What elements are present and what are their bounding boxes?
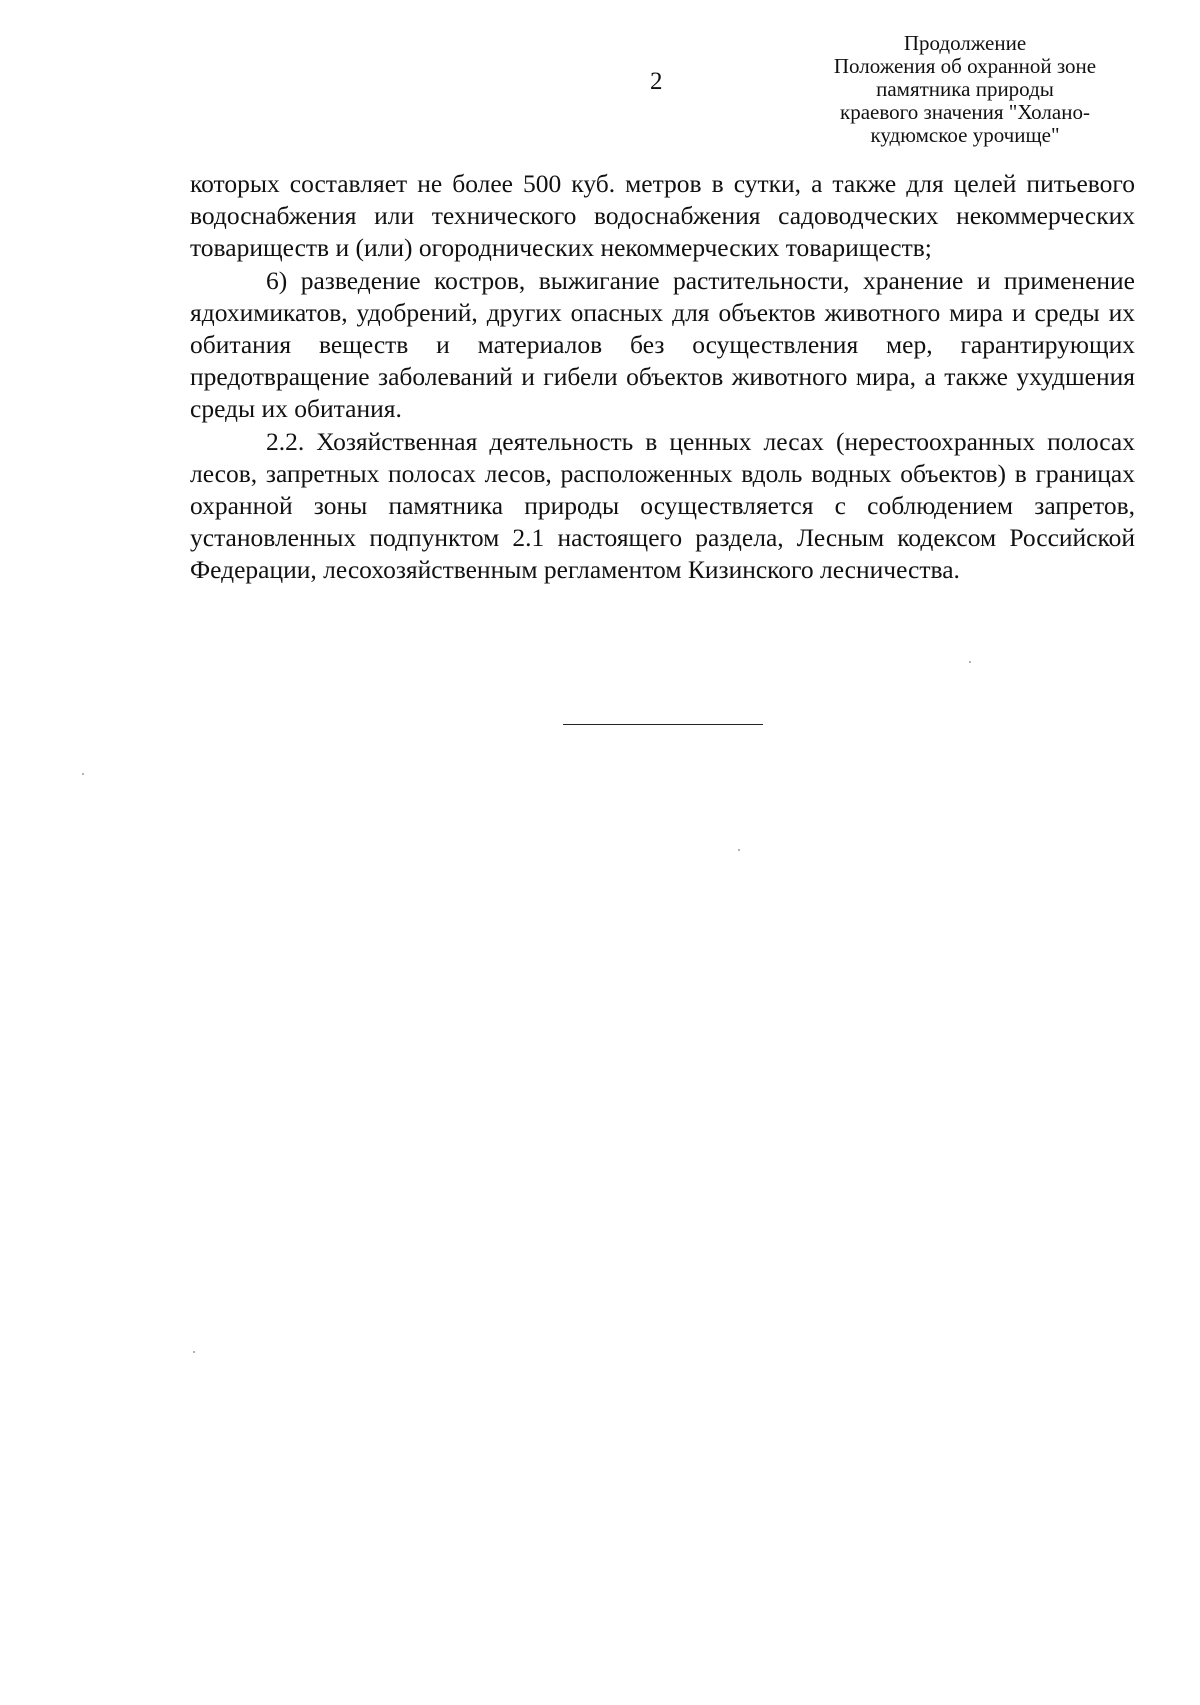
scan-speck [738, 849, 740, 851]
header-note-line: памятника природы [876, 77, 1054, 101]
scan-speck [82, 773, 84, 775]
end-of-text-rule [563, 724, 763, 725]
header-note-line: краевого значения "Холано- [840, 100, 1090, 124]
header-note [790, 32, 1140, 147]
body-text [190, 168, 1135, 587]
paragraph-continuation: которых составляет не более 500 куб. метров в сутки, а также для целей питьевого водоснабжения или технического водоснабжения садоводческих некоммерческих товариществ и (или) огороднических некоммерческих товариществ; [190, 169, 1135, 263]
header-note-line: кудюмское урочище" [870, 123, 1060, 147]
scan-speck [193, 1351, 195, 1353]
header-note-line: Продолжение [903, 31, 1027, 55]
page-number: 2 [650, 68, 663, 95]
paragraph-item-6: 6) разведение костров, выжигание растительности, хранение и применение ядохимикатов, удобрений, других опасных для объектов животного мира и среды их обитания веществ и материалов без осуществления мер, гарантирующих предотвращение заболеваний и гибели объектов животного мира, а также ухудшения среды их обитания. [190, 265, 1135, 424]
header-note-line: Положения об охранной зоне [833, 54, 1097, 78]
paragraph-section-2-2: 2.2. Хозяйственная деятельность в ценных лесах (нерестоохранных полосах лесов, запретных полосах лесов, расположенных вдоль водных объектов) в границах охранной зоны памятника природы осуществляется с соблюдением запретов, установленных подпунктом 2.1 настоящего раздела, Лесным кодексом Российской Федерации, лесохозяйственным регламентом Кизинского лесничества. [190, 426, 1135, 585]
scan-speck [969, 661, 971, 663]
